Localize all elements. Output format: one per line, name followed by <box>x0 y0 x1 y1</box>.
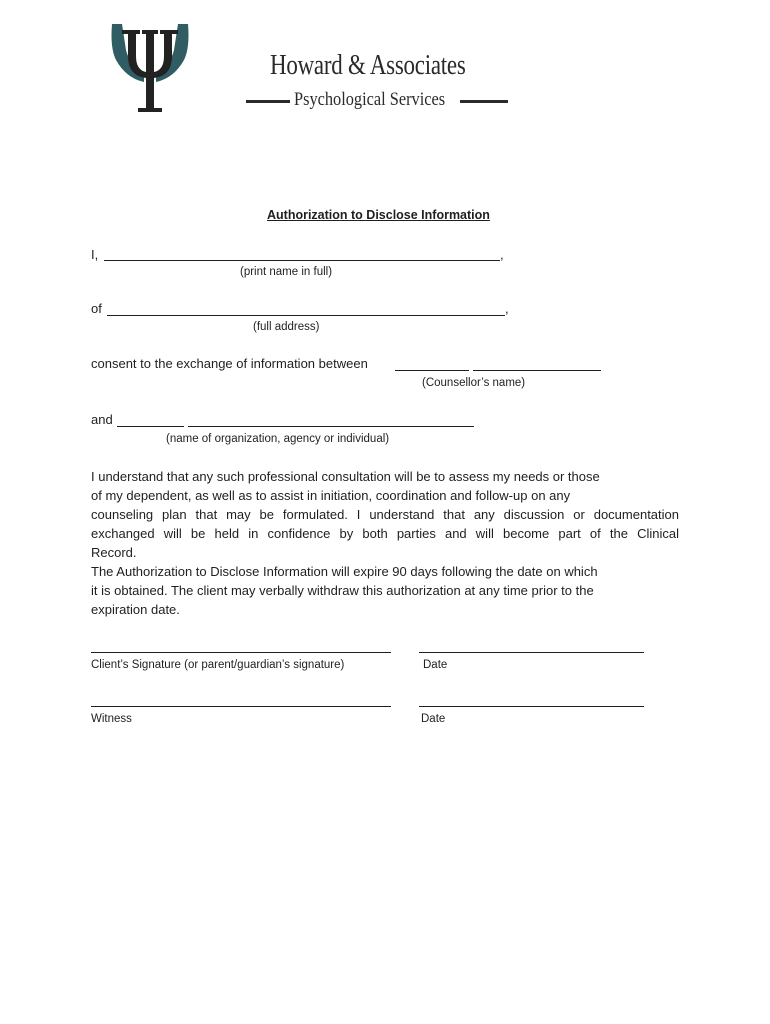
form-title: Authorization to Disclose Information <box>267 208 490 222</box>
date-line-1[interactable] <box>419 652 644 653</box>
paragraph-line: Record. <box>91 545 137 560</box>
name-suffix: , <box>500 247 504 262</box>
name-caption: (print name in full) <box>240 266 333 278</box>
paragraph-line: of my dependent, as well as to assist in initiation, coordination and follow-up on any <box>91 488 571 503</box>
paragraph-line: exchanged will be held in confidence by both parties and will become part of the Clinical <box>91 526 679 541</box>
date-label-2: Date <box>421 713 446 725</box>
organization-subtitle: Psychological Services <box>294 89 446 110</box>
client-signature-line[interactable] <box>91 652 391 653</box>
witness-signature-line[interactable] <box>91 706 391 707</box>
date-line-2[interactable] <box>419 706 644 707</box>
name-field-line[interactable] <box>104 260 500 261</box>
organization-field-line-1[interactable] <box>117 426 184 427</box>
paragraph-line: expiration date. <box>91 602 180 617</box>
paragraph-line: it is obtained. The client may verbally withdraw this authorization at any time prior to the <box>91 583 594 598</box>
counsellor-caption: (Counsellor’s name) <box>422 377 526 389</box>
counsellor-field-line-1[interactable] <box>395 370 469 371</box>
date-label-1: Date <box>423 659 448 671</box>
consultation-paragraph <box>91 467 679 562</box>
organization-field-line-2[interactable] <box>188 426 474 427</box>
expiration-paragraph <box>91 562 679 619</box>
witness-label: Witness <box>91 713 132 725</box>
subtitle-rule-right <box>460 100 508 103</box>
address-caption: (full address) <box>253 321 320 333</box>
hands-psi-logo-icon <box>108 20 192 116</box>
subtitle-rule-left <box>246 100 290 103</box>
paragraph-line: counseling plan that may be formulated. I understand that any discussion or documentation <box>91 507 679 522</box>
name-prefix: I, <box>91 247 99 262</box>
paragraph-line: The Authorization to Disclose Information will expire 90 days following the date on which <box>91 564 598 579</box>
address-prefix: of <box>91 301 102 316</box>
address-field-line[interactable] <box>107 315 505 316</box>
client-signature-label: Client’s Signature (or parent/guardian’s signature) <box>91 659 345 671</box>
paragraph-line: I understand that any such professional consultation will be to assess my needs or those <box>91 469 600 484</box>
organization-caption: (name of organization, agency or individual) <box>166 433 390 445</box>
organization-name: Howard & Associates <box>270 50 466 81</box>
counsellor-field-line-2[interactable] <box>473 370 601 371</box>
address-suffix: , <box>505 301 509 316</box>
consent-text: consent to the exchange of information between <box>91 356 368 371</box>
and-prefix: and <box>91 412 113 427</box>
